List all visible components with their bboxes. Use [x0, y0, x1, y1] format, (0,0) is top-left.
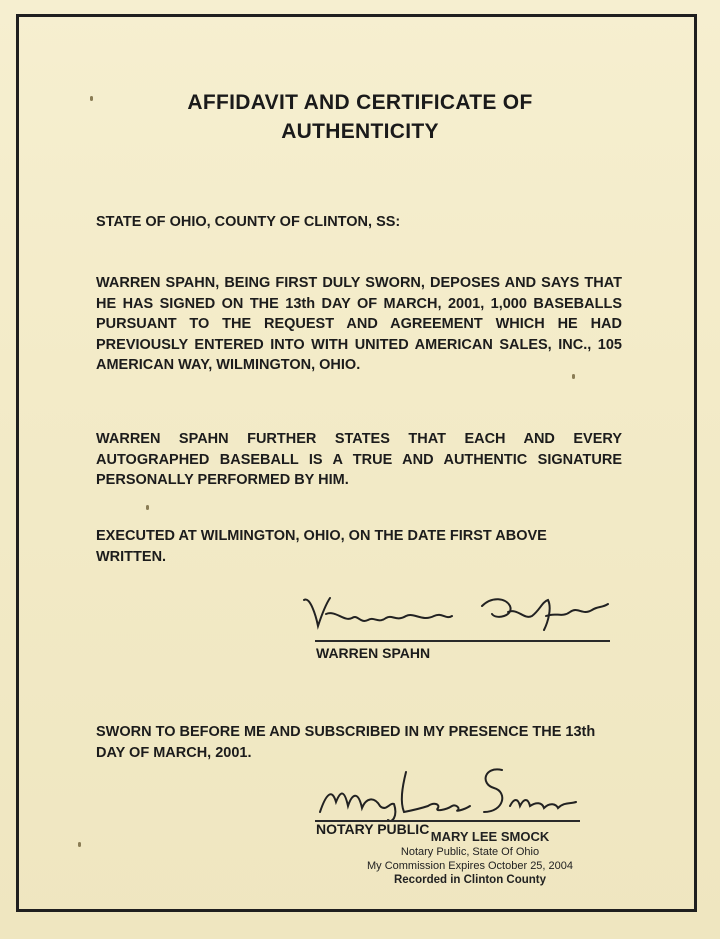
affidavit-paragraph-2: WARREN SPAHN FURTHER STATES THAT EACH AND EVERY AUTOGRAPHED BASEBALL IS A TRUE AND AUTHENTIC SIGNATURE PERSONALLY PERFORMED BY HIM. [96, 431, 622, 488]
document-title [0, 88, 720, 146]
title-line: AFFIDAVIT AND CERTIFICATE OF [187, 91, 533, 114]
venue-line: STATE OF OHIO, COUNTY OF CLINTON, SS: [96, 214, 401, 230]
stamp-line: My Commission Expires October 25, 2004 [366, 860, 574, 872]
affidavit-paragraph-3: EXECUTED AT WILMINGTON, OHIO, ON THE DATE FIRST ABOVE WRITTEN. [96, 528, 547, 565]
affidavit-paragraph-1: WARREN SPAHN, BEING FIRST DULY SWORN, DEPOSES AND SAYS THAT HE HAS SIGNED ON THE 13th DAY OF MARCH, 2001, 1,000 BASEBALLS PURSUANT TO THE REQUEST AND AGREEMENT WHICH HE HAD PREVIOUSLY ENTERED INTO WITH UNITED AMERICAN SALES, INC., 105 AMERICAN WAY, WILMINGTON, OHIO. [96, 275, 622, 373]
sworn-statement: SWORN TO BEFORE ME AND SUBSCRIBED IN MY PRESENCE THE 13th DAY OF MARCH, 2001. [96, 724, 596, 761]
stamp-name: MARY LEE SMOCK [430, 829, 550, 844]
stamp-line: Recorded in Clinton County [393, 874, 547, 886]
paper-speck [78, 842, 81, 847]
signer-signature [296, 586, 616, 642]
signer-signature-line [315, 640, 610, 642]
notary-stamp [360, 829, 580, 887]
notary-public-label: NOTARY PUBLIC [316, 821, 430, 837]
notary-signature [314, 762, 584, 828]
paper-speck [146, 505, 149, 510]
title-line: AUTHENTICITY [281, 120, 439, 143]
stamp-line: Notary Public, State Of Ohio [400, 846, 540, 858]
signer-printed-name: WARREN SPAHN [316, 645, 431, 661]
